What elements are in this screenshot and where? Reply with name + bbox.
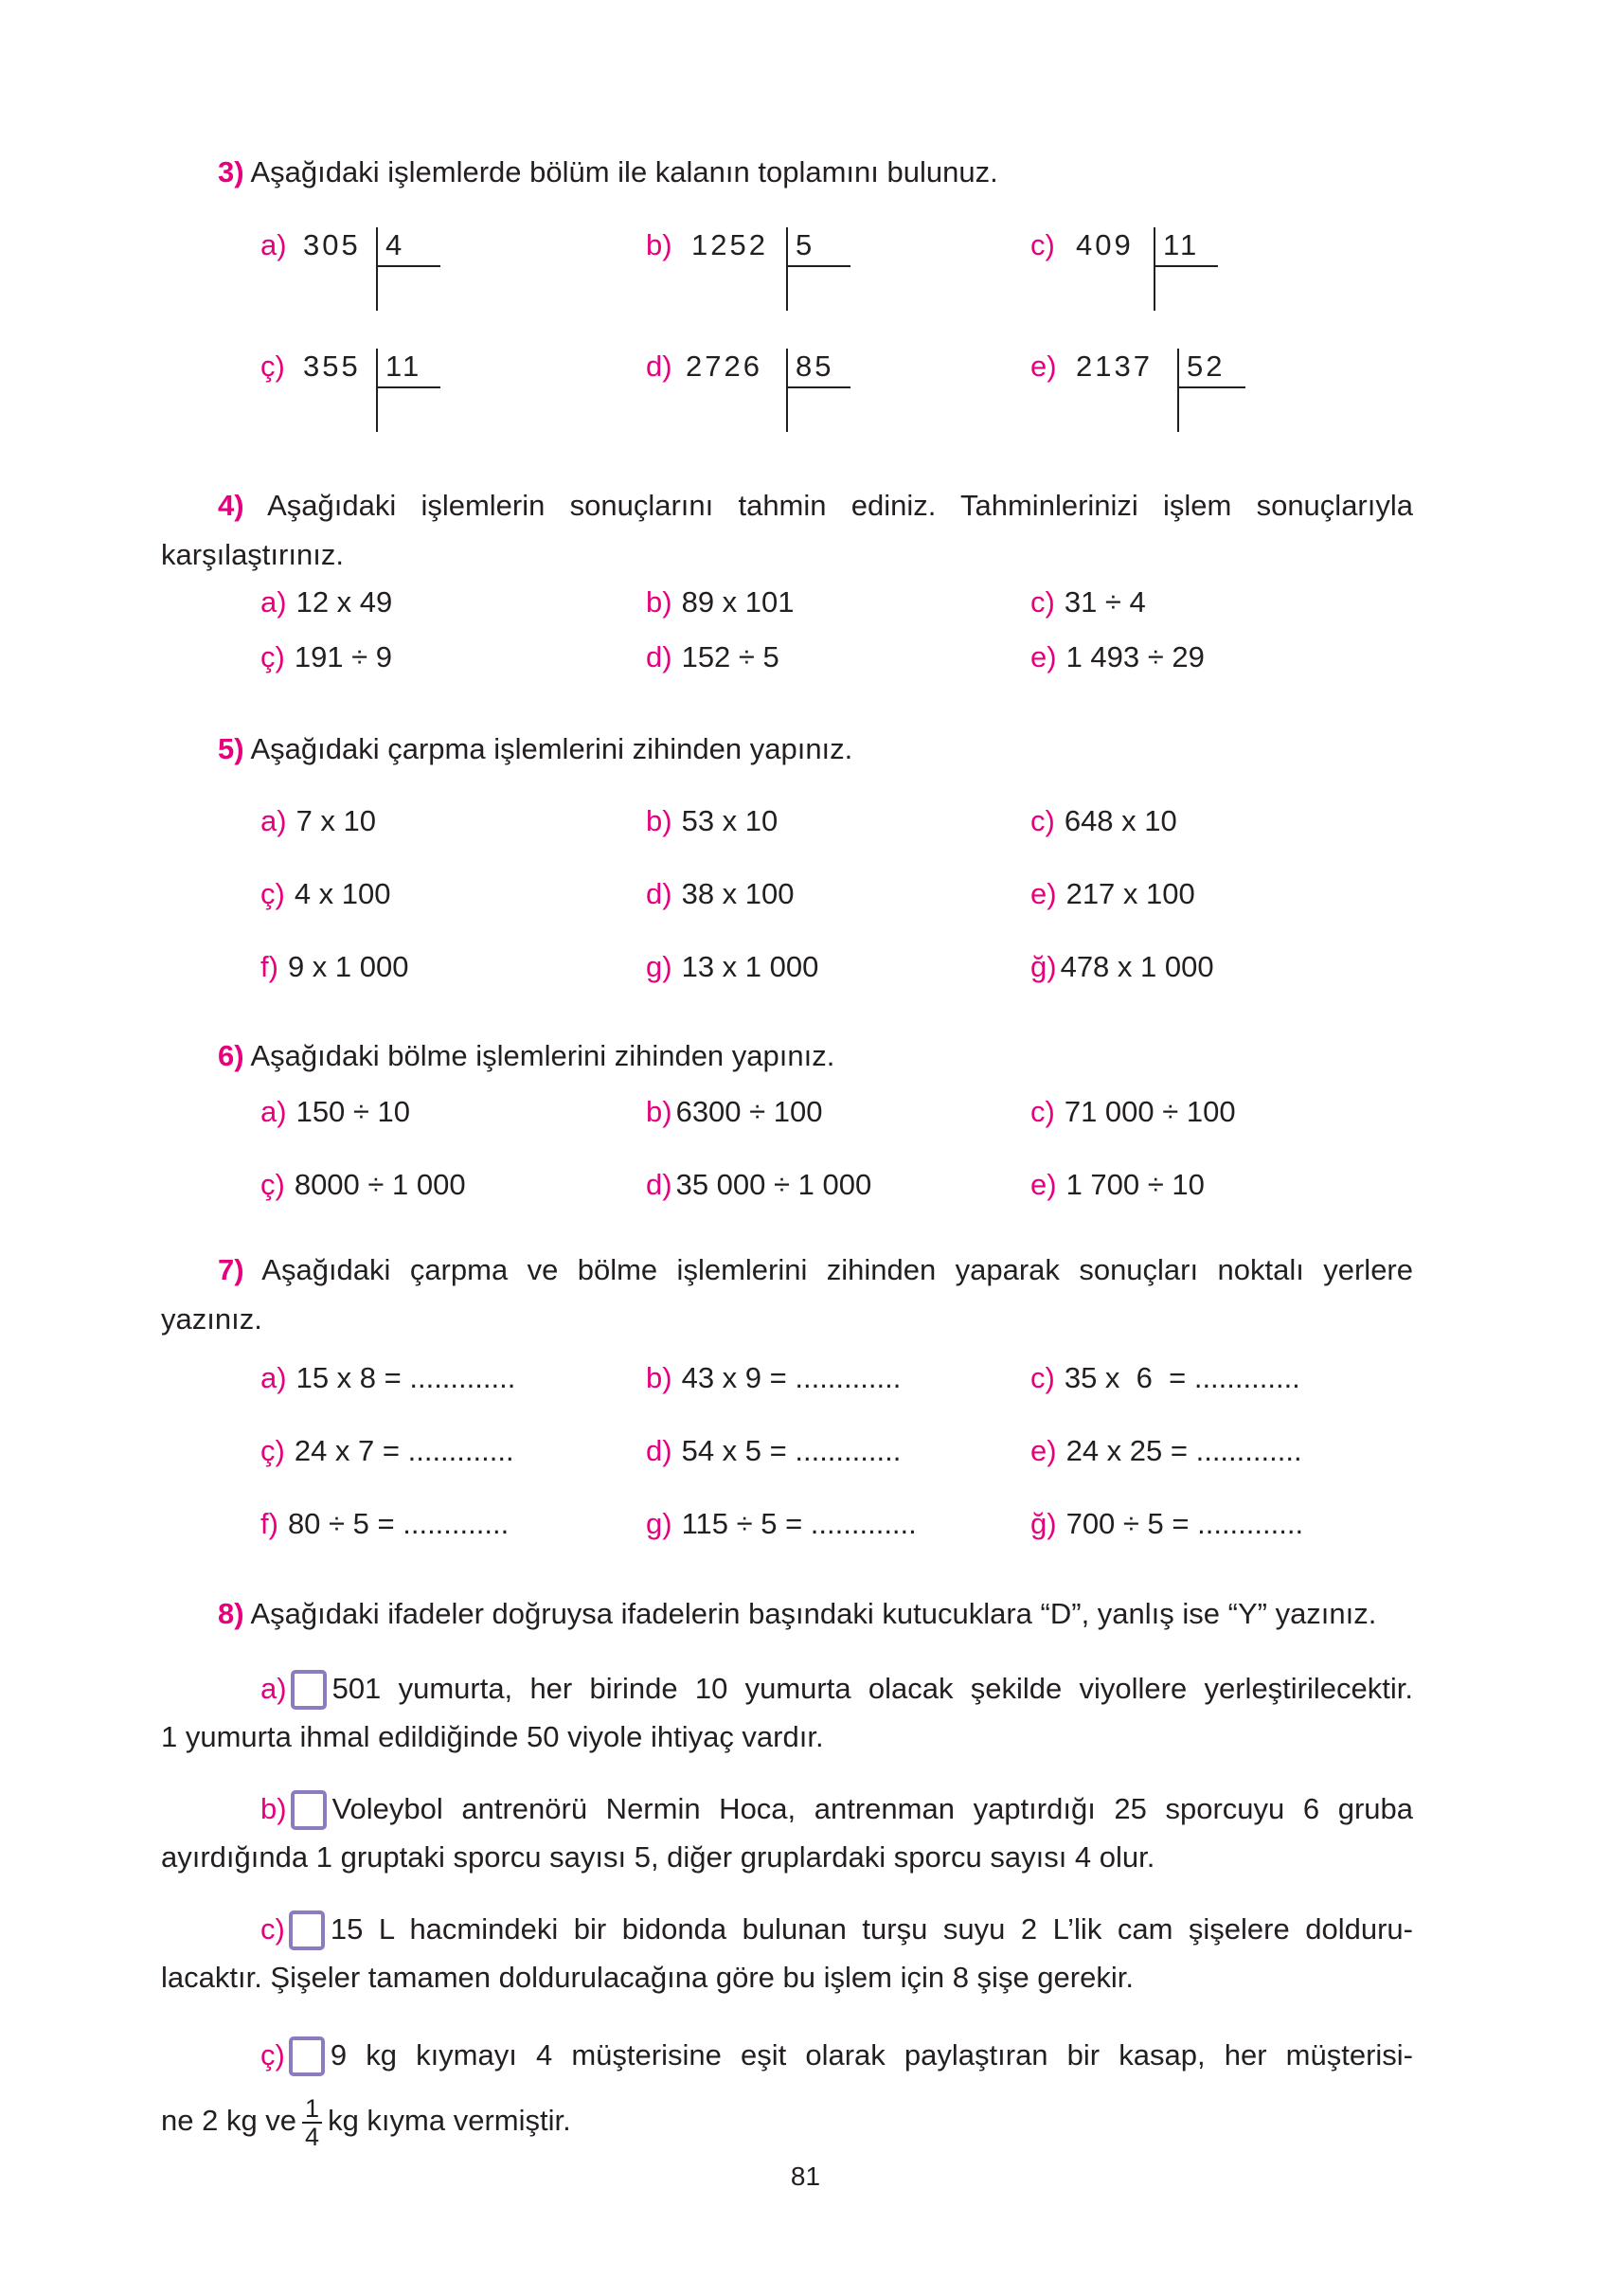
q3-heading [218,154,998,190]
q4-item: ç) 191 ÷ 9 [260,640,393,673]
item-label: d) [646,350,672,383]
q7-item: g) 115 ÷ 5 = ............. [646,1507,917,1540]
q6-text: Aşağıdaki bölme işlemlerini zihinden yapınız. [250,1039,835,1072]
q6-item: b) 6300 ÷ 100 [646,1095,823,1128]
q6-item: c) 71 000 ÷ 100 [1030,1095,1236,1128]
divisor: 4 [385,228,405,261]
answer-box[interactable] [291,1790,327,1830]
q4-text-line2: karşılaştırınız. [161,538,344,571]
q6-item: a) 150 ÷ 10 [260,1095,411,1128]
q5-item: ç) 4 x 100 [260,877,391,910]
division-item [260,227,450,322]
q7-item: d) 54 x 5 = ............. [646,1434,902,1467]
q7-item: ğ) 700 ÷ 5 = ............. [1030,1507,1304,1540]
q6-item: e) 1 700 ÷ 10 [1030,1168,1205,1201]
q4-item: e) 1 493 ÷ 29 [1030,640,1205,673]
q8-item-cc-line1: ç) 9 kg kıymayı 4 müşterisine eşit olarak paylaştıran bir kasap, her müşterisi- [260,2036,1413,2076]
q8-number: 8) [218,1597,244,1630]
division-horizontal-bar [1179,386,1245,388]
q4-heading [218,488,1413,524]
division-item [646,349,854,443]
q8-item-b-line1: b) Voleybol antrenörü Nermin Hoca, antrenman yaptırdığı 25 sporcuyu 6 gruba [260,1790,1413,1830]
fraction: $\frac{1}{4}$ [302,2095,322,2150]
q5-text: Aşağıdaki çarpma işlemlerini zihinden yapınız. [250,732,853,765]
division-item [260,349,450,443]
item-label: ç) [260,350,285,383]
item-label: b) [646,228,672,261]
q7-text-line1: Aşağıdaki çarpma ve bölme işlemlerini zihinden yaparak sonuçları noktalı yerlere [261,1253,1413,1286]
q8-item-c-line2: lacaktır. Şişeler tamamen doldurulacağına göre bu işlem için 8 şişe gerekir. [161,1961,1134,1994]
page-number: 81 [790,2161,821,2191]
q7-item: a) 15 x 8 = ............. [260,1361,516,1394]
divisor: 11 [385,350,422,383]
q3-number: 3) [218,155,244,188]
q5-item: f) 9 x 1 000 [260,950,409,983]
division-horizontal-bar [378,386,440,388]
q6-item: ç) 8000 ÷ 1 000 [260,1168,466,1201]
divisor: 52 [1187,350,1226,383]
q6-number: 6) [218,1039,244,1072]
q5-item: g) 13 x 1 000 [646,950,819,983]
dividend: 305 [303,228,361,261]
division-item [646,227,854,322]
q7-item: c) 35 x 6 = ............. [1030,1361,1300,1394]
item-label: a) [260,228,287,261]
dividend: 1252 [691,228,768,261]
q7-number: 7) [218,1253,244,1286]
division-horizontal-bar [788,265,850,267]
q4-item: a) 12 x 49 [260,585,393,619]
q5-item: d) 38 x 100 [646,877,795,910]
q4-text-line1: Aşağıdaki işlemlerin sonuçlarını tahmin ediniz. Tahminlerinizi işlem sonuçlarıyla [267,489,1413,522]
division-horizontal-bar [788,386,850,388]
answer-box[interactable] [291,1670,327,1710]
q6-item: d) 35 000 ÷ 1 000 [646,1168,872,1201]
division-item [1030,349,1258,443]
item-label: e) [1030,350,1057,383]
q7-item: ç) 24 x 7 = ............. [260,1434,514,1467]
dividend: 355 [303,350,361,383]
q8-item-b-line2: ayırdığında 1 gruptaki sporcu sayısı 5, diğer gruplardaki sporcu sayısı 4 olur. [161,1840,1155,1874]
answer-box[interactable] [289,1910,325,1950]
q4-number: 4) [218,489,244,522]
q8-text: Aşağıdaki ifadeler doğruysa ifadelerin başındaki kutucuklara “D”, yanlış ise “Y” yazınız. [250,1597,1377,1630]
divisor: 5 [796,228,815,261]
q8-item-a-line2: 1 yumurta ihmal edildiğinde 50 viyole ihtiyaç vardır. [161,1720,824,1753]
dividend: 2137 [1076,350,1153,383]
q8-item-c-line1: c) 15 L hacmindeki bir bidonda bulunan turşu suyu 2 L’lik cam şişelere dolduru- [260,1910,1413,1950]
q7-text-line2: yazınız. [161,1302,262,1336]
q7-item: f) 80 ÷ 5 = ............. [260,1507,510,1540]
division-item [1030,227,1239,322]
answer-box[interactable] [289,2036,325,2076]
q4-item: d) 152 ÷ 5 [646,640,779,673]
q7-item: e) 24 x 25 = ............. [1030,1434,1302,1467]
q8-heading [218,1596,1376,1632]
q5-item: e) 217 x 100 [1030,877,1195,910]
q4-item: c) 31 ÷ 4 [1030,585,1146,619]
dividend: 409 [1076,228,1134,261]
q7-heading [218,1252,1413,1288]
q5-item: b) 53 x 10 [646,804,779,837]
q6-heading [218,1038,834,1074]
q3-text: Aşağıdaki işlemlerde bölüm ile kalanın toplamını bulunuz. [250,155,998,188]
q5-heading [218,731,852,767]
q5-item: a) 7 x 10 [260,804,377,837]
division-horizontal-bar [378,265,440,267]
q8-item-cc-line2: ne 2 kg ve $\frac{1}{4}$ kg kıyma vermiştir. [161,2094,571,2151]
q5-item: c) 648 x 10 [1030,804,1177,837]
division-horizontal-bar [1155,265,1218,267]
q8-item-a-line1: a) 501 yumurta, her birinde 10 yumurta olacak şekilde viyollere yerleştirilecektir. [260,1670,1413,1710]
divisor: 85 [796,350,834,383]
q7-item: b) 43 x 9 = ............. [646,1361,902,1394]
dividend: 2726 [686,350,762,383]
q5-number: 5) [218,732,244,765]
q5-item: ğ) 478 x 1 000 [1030,950,1214,983]
q4-item: b) 89 x 101 [646,585,795,619]
item-label: c) [1030,228,1055,261]
divisor: 11 [1163,228,1200,261]
